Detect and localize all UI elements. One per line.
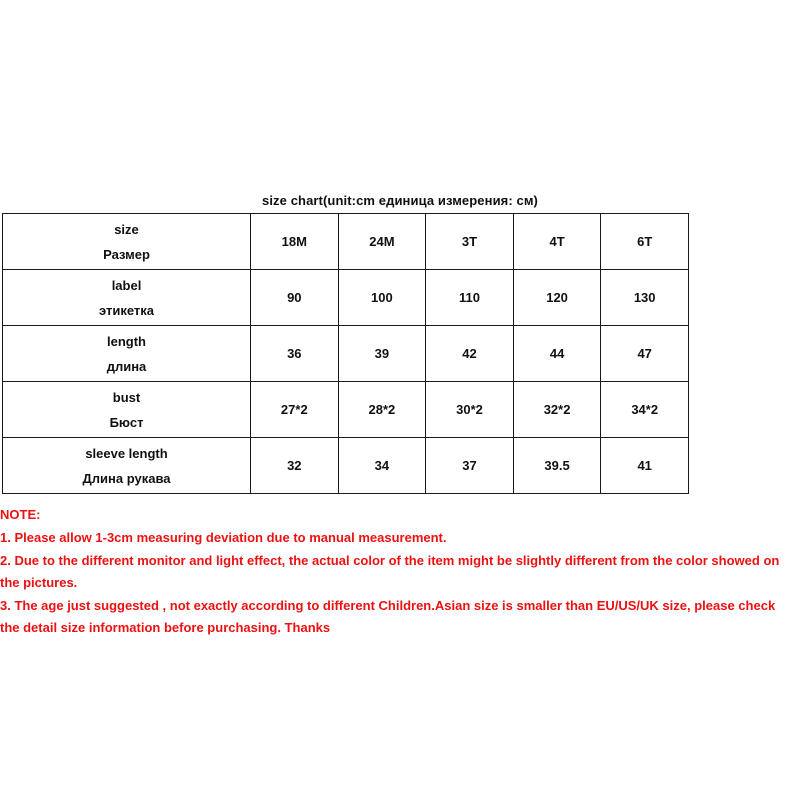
table-cell: 39 — [338, 326, 426, 382]
table-cell: 100 — [338, 270, 426, 326]
table-cell: 34*2 — [601, 382, 689, 438]
row-label-ru: длина — [106, 358, 147, 374]
notes-section — [0, 504, 796, 640]
note-item-1: 1. Please allow 1-3cm measuring deviation due to manual measurement. — [0, 530, 447, 545]
table-cell: 44 — [513, 326, 601, 382]
table-cell: 41 — [601, 438, 689, 494]
table-cell: 42 — [426, 326, 514, 382]
table-row-size — [3, 214, 689, 270]
table-cell: 39.5 — [513, 438, 601, 494]
table-cell: 32 — [251, 438, 339, 494]
table-cell: 120 — [513, 270, 601, 326]
table-cell: 6T — [601, 214, 689, 270]
row-label-ru: Длина рукава — [82, 470, 171, 486]
note-heading: NOTE: — [0, 507, 41, 522]
table-cell: 130 — [601, 270, 689, 326]
row-label-ru: Размер — [103, 246, 150, 262]
size-chart-table — [2, 213, 689, 494]
row-label-en: bust — [112, 389, 141, 405]
row-label-ru: Бюст — [109, 414, 144, 430]
table-cell: 27*2 — [251, 382, 339, 438]
table-row-length — [3, 326, 689, 382]
note-item-3: 3. The age just suggested , not exactly according to different Children.Asian size is smaller than EU/US/UK size, please check the detail size information before purchasing. Thanks — [0, 598, 776, 635]
table-cell: 18M — [251, 214, 339, 270]
table-row-label — [3, 270, 689, 326]
table-cell: 37 — [426, 438, 514, 494]
chart-title: size chart(unit:cm единица измерения: см) — [262, 193, 538, 208]
row-label-sleeve-length — [3, 438, 251, 494]
row-label-en: size — [114, 221, 139, 237]
row-label-ru: этикетка — [98, 302, 155, 318]
table-cell: 47 — [601, 326, 689, 382]
row-label-length — [3, 326, 251, 382]
table-row-sleeve-length — [3, 438, 689, 494]
table-cell: 90 — [251, 270, 339, 326]
table-cell: 36 — [251, 326, 339, 382]
row-label-bust — [3, 382, 251, 438]
note-item-2: 2. Due to the different monitor and light effect, the actual color of the item might be slightly different from the color showed on the pictures. — [0, 553, 780, 590]
table-cell: 110 — [426, 270, 514, 326]
table-cell: 30*2 — [426, 382, 514, 438]
table-cell: 32*2 — [513, 382, 601, 438]
table-cell: 24M — [338, 214, 426, 270]
table-row-bust — [3, 382, 689, 438]
row-label-en: length — [107, 333, 146, 349]
table-cell: 28*2 — [338, 382, 426, 438]
row-label-en: sleeve length — [85, 445, 168, 461]
row-label-en: label — [111, 277, 142, 293]
row-label-label — [3, 270, 251, 326]
table-cell: 34 — [338, 438, 426, 494]
table-cell: 4T — [513, 214, 601, 270]
table-cell: 3T — [426, 214, 514, 270]
row-label-size — [3, 214, 251, 270]
